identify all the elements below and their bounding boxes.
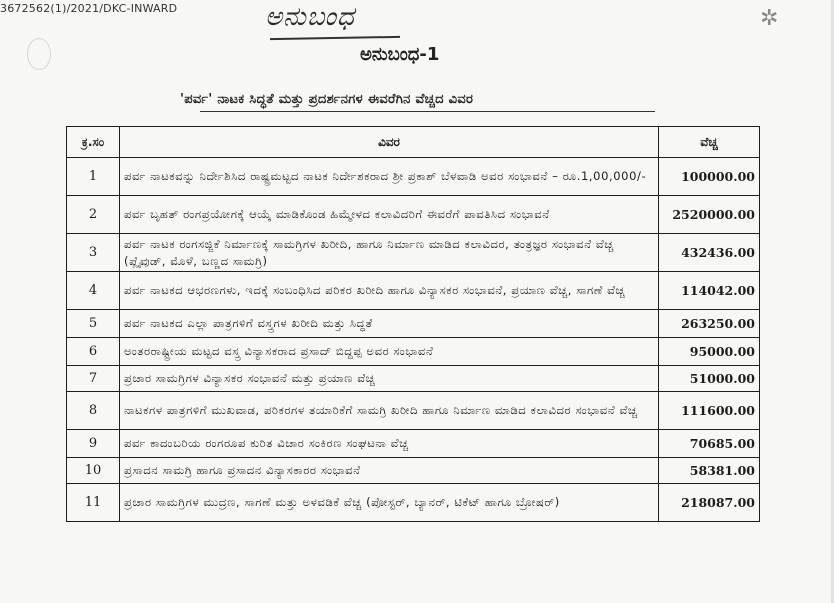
row-desc: ಪ್ರಸಾದನ ಸಾಮಗ್ರಿ ಹಾಗೂ ಪ್ರಸಾದನ ವಿನ್ಯಾಸಕಾರರ ಸಂಭಾವನೆ xyxy=(120,458,659,484)
row-desc: ಪರ್ವ ನಾಟಕದ ಆಭರಣಗಳು, ಇದಕ್ಕೆ ಸಂಬಂಧಿಸಿದ ಪರಿಕರ ಖರೀದಿ ಹಾಗೂ ವಿನ್ಯಾಸಕರ ಸಂಭಾವನೆ, ಪ್ರಯಾಣ ವೆಚ್ಚ, ಸಾಗಣೆ ವೆಚ್ಚ xyxy=(120,272,659,310)
document-subtitle: 'ಪರ್ವ' ನಾಟಕ ಸಿದ್ಧತೆ ಮತ್ತು ಪ್ರದರ್ಶನಗಳ ಈವರೆಗಿನ ವೆಚ್ಚದ ವಿವರ xyxy=(180,92,474,107)
subtitle-underline xyxy=(200,111,655,112)
row-amount: 100000.00 xyxy=(659,158,760,196)
row-desc: ಪರ್ವ ನಾಟಕದ ಎಲ್ಲಾ ಪಾತ್ರಗಳಿಗೆ ವಸ್ತ್ರಗಳ ಖರೀದಿ ಮತ್ತು ಸಿದ್ಧತೆ xyxy=(120,310,659,338)
row-desc: ಪ್ರಚಾರ ಸಾಮಗ್ರಿಗಳ ಮುದ್ರಣ, ಸಾಗಣೆ ಮತ್ತು ಅಳವಡಿಕೆ ವೆಚ್ಚ (ಪೋಸ್ಟರ್, ಬ್ಯಾನರ್, ಟಿಕೆಟ್ ಹಾಗೂ ಬ್ರೋಷರ್) xyxy=(120,484,659,522)
inward-number: 3672562(1)/2021/DKC-INWARD xyxy=(0,2,178,15)
row-sl: 2 xyxy=(67,196,120,234)
row-desc: ಪರ್ವ ಕಾದಂಬರಿಯ ರಂಗರೂಪ ಕುರಿತ ವಿಚಾರ ಸಂಕಿರಣ ಸಂಘಟನಾ ವೆಚ್ಚ xyxy=(120,430,659,458)
annex-title: ಅನುಬಂಧ-1 xyxy=(360,44,440,65)
row-sl: 8 xyxy=(67,392,120,430)
row-desc: ಅಂತರರಾಷ್ಟ್ರೀಯ ಮಟ್ಟದ ವಸ್ತ್ರ ವಿನ್ಯಾಸಕರಾದ ಪ್ರಸಾದ್ ಬಿದ್ದಪ್ಪ ಅವರ ಸಂಭಾವನೆ xyxy=(120,338,659,366)
row-sl: 11 xyxy=(67,484,120,522)
table-row xyxy=(67,484,760,522)
row-sl: 1 xyxy=(67,158,120,196)
table-row xyxy=(67,338,760,366)
binder-hole-mark xyxy=(27,38,51,70)
row-sl: 3 xyxy=(67,234,120,272)
table-row xyxy=(67,458,760,484)
corner-doodle-icon: ✲ xyxy=(760,6,779,31)
row-desc: ಪ್ರಚಾರ ಸಾಮಗ್ರಿಗಳ ವಿನ್ಯಾಸಕರ ಸಂಭಾವನೆ ಮತ್ತು ಪ್ರಯಾಣ ವೆಚ್ಚ xyxy=(120,366,659,392)
row-sl: 7 xyxy=(67,366,120,392)
row-sl: 6 xyxy=(67,338,120,366)
table-row xyxy=(67,158,760,196)
row-amount: 51000.00 xyxy=(659,366,760,392)
row-amount: 218087.00 xyxy=(659,484,760,522)
table-row xyxy=(67,366,760,392)
row-desc: ಪರ್ವ ಬೃಹತ್ ರಂಗಪ್ರಯೋಗಕ್ಕೆ ಆಯ್ಕೆ ಮಾಡಿಕೊಂಡ ಹಿಮ್ಮೇಳದ ಕಲಾವಿದರಿಗೆ ಈವರೆಗೆ ಪಾವತಿಸಿದ ಸಂಭಾವನೆ xyxy=(120,196,659,234)
table-header-row xyxy=(67,127,760,158)
table-row xyxy=(67,196,760,234)
row-desc: ನಾಟಕಗಳ ಪಾತ್ರಗಳಿಗೆ ಮುಖವಾಡ, ಪರಿಕರಗಳ ತಯಾರಿಕೆಗೆ ಸಾಮಗ್ರಿ ಖರೀದಿ ಹಾಗೂ ನಿರ್ಮಾಣ ಮಾಡಿದ ಕಲಾವಿದರ ಸಂಭಾವನೆ ವೆಚ್ಚ xyxy=(120,392,659,430)
row-amount: 95000.00 xyxy=(659,338,760,366)
expense-table xyxy=(66,126,760,522)
row-desc: ಪರ್ವ ನಾಟಕವನ್ನು ನಿರ್ದೇಶಿಸಿದ ರಾಷ್ಟ್ರಮಟ್ಟದ ನಾಟಕ ನಿರ್ದೇಶಕರಾದ ಶ್ರೀ ಪ್ರಕಾಶ್ ಬೆಳವಾಡಿ ಅವರ ಸಂಭಾವನೆ – ರೂ.1,00,000/- xyxy=(120,158,659,196)
row-sl: 10 xyxy=(67,458,120,484)
row-amount: 58381.00 xyxy=(659,458,760,484)
row-amount: 70685.00 xyxy=(659,430,760,458)
row-sl: 4 xyxy=(67,272,120,310)
row-amount: 114042.00 xyxy=(659,272,760,310)
table-row xyxy=(67,430,760,458)
row-sl: 9 xyxy=(67,430,120,458)
row-sl: 5 xyxy=(67,310,120,338)
column-header-desc: ವಿವರ xyxy=(120,127,659,158)
handwritten-underline xyxy=(270,36,400,40)
table-row xyxy=(67,272,760,310)
row-amount: 2520000.00 xyxy=(659,196,760,234)
row-amount: 263250.00 xyxy=(659,310,760,338)
table-row xyxy=(67,310,760,338)
table-row xyxy=(67,392,760,430)
column-header-amount: ವೆಚ್ಚ xyxy=(659,127,760,158)
column-header-sl: ಕ್ರ.ಸಂ xyxy=(67,127,120,158)
row-amount: 111600.00 xyxy=(659,392,760,430)
row-desc: ಪರ್ವ ನಾಟಕ ರಂಗಸಜ್ಜಿಕೆ ನಿರ್ಮಾಣಕ್ಕೆ ಸಾಮಗ್ರಿಗಳ ಖರೀದಿ, ಹಾಗೂ ನಿರ್ಮಾಣ ಮಾಡಿದ ಕಲಾವಿದರ, ತಂತ್ರಜ್ಞರ ಸಂಭಾವನೆ ವೆಚ್ಚ (ಪ್ಲೈವುಡ್, ಮೊಳೆ, ಬಣ್ಣದ ಸಾಮಗ್ರಿ) xyxy=(120,234,659,272)
table-row xyxy=(67,234,760,272)
row-amount: 432436.00 xyxy=(659,234,760,272)
handwritten-annex-note: ಅನುಬಂಧ xyxy=(265,2,355,32)
